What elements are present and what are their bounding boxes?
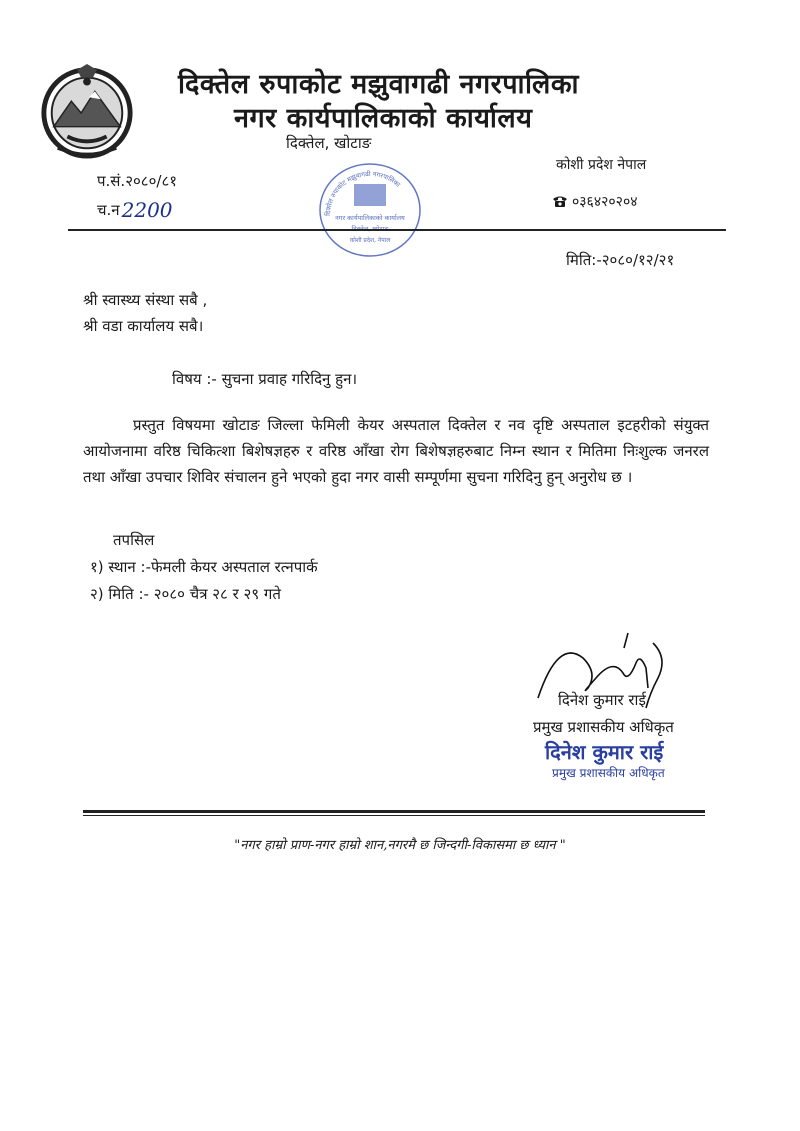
stamp-line-4: कोशी प्रदेश, नेपाल <box>349 237 391 244</box>
signatory-name: दिनेश कुमार राई <box>558 691 646 709</box>
phone-contact <box>552 192 638 211</box>
footer-divider-thin <box>83 815 705 816</box>
dispatch-number <box>97 198 173 222</box>
office-name: नगर कार्यपालिकाको कार्यालय <box>234 103 533 134</box>
dispatch-label: च.न <box>97 201 120 219</box>
phone-number: ०३६४२०२०४ <box>572 194 638 210</box>
reference-number <box>97 171 177 191</box>
footer-divider <box>83 810 705 813</box>
detail-item-location: १) स्थान :-फेमली केयर अस्पताल रत्नपार्क <box>90 558 318 576</box>
municipality-name: दिक्तेल रुपाकोट मझुवागढी नगरपालिका <box>178 69 580 100</box>
signatory-title: प्रमुख प्रशासकीय अधिकृत <box>533 718 674 736</box>
dispatch-value: 2200 <box>121 198 173 222</box>
office-stamp <box>316 158 424 260</box>
footer-slogan: "नगर हाम्रो प्राण-नगर हाम्रो शान,नगरमै छ जिन्दगी-विकासमा छ ध्यान " <box>234 838 566 853</box>
seal-title: प्रमुख प्रशासकीय अधिकृत <box>552 766 665 780</box>
province-label: कोशी प्रदेश नेपाल <box>556 157 647 173</box>
recipient-2: श्री वडा कार्यालय सबै। <box>83 317 204 335</box>
header-divider <box>68 229 726 231</box>
telephone-icon <box>552 195 568 208</box>
recipient-1: श्री स्वास्थ्य संस्था सबै , <box>83 291 208 309</box>
letter-body: प्रस्तुत विषयमा खोटाङ जिल्ला फेमिली केयर अस्पताल दिक्तेल र नव दृष्टि अस्पताल इटहरीको संयुक्त आयोजनामा वरिष्ठ चिकित्शा बिशेषज्ञहरु र वरिष्ठ आँखा रोग बिशेषज्ञहरुबाट निम्न स्थान र मितिमा निःशुल्क जनरल तथा आँखा उपचार शिविर संचालन हुने भएको हुदा नगर वासी सम्पूर्णमा सुचना गरिदिनु हुन् अनुरोध छ । <box>83 416 709 486</box>
reference-label: प.सं. <box>97 172 126 190</box>
detail-item-date: २) मिति :- २०८० चैत्र २८ र २९ गते <box>90 585 281 603</box>
stamp-line-2: नगर कार्यपालिकाको कार्यालय <box>335 214 405 222</box>
letter-date: मिति:-२०८०/१२/२१ <box>566 251 675 269</box>
office-address: दिक्तेल, खोटाङ <box>286 134 372 152</box>
seal-name: दिनेश कुमार राई <box>545 740 664 764</box>
tapasil-heading: तपसिल <box>113 531 155 549</box>
nepal-emblem-icon <box>38 62 136 160</box>
letter-subject: विषय :- सुचना प्रवाह गरिदिनु हुन। <box>172 370 358 388</box>
reference-value: २०८०/८१ <box>125 172 178 190</box>
stamp-line-1: दिक्तेल रुपाकोट मझुवागढी नगरपालिका <box>323 169 402 217</box>
